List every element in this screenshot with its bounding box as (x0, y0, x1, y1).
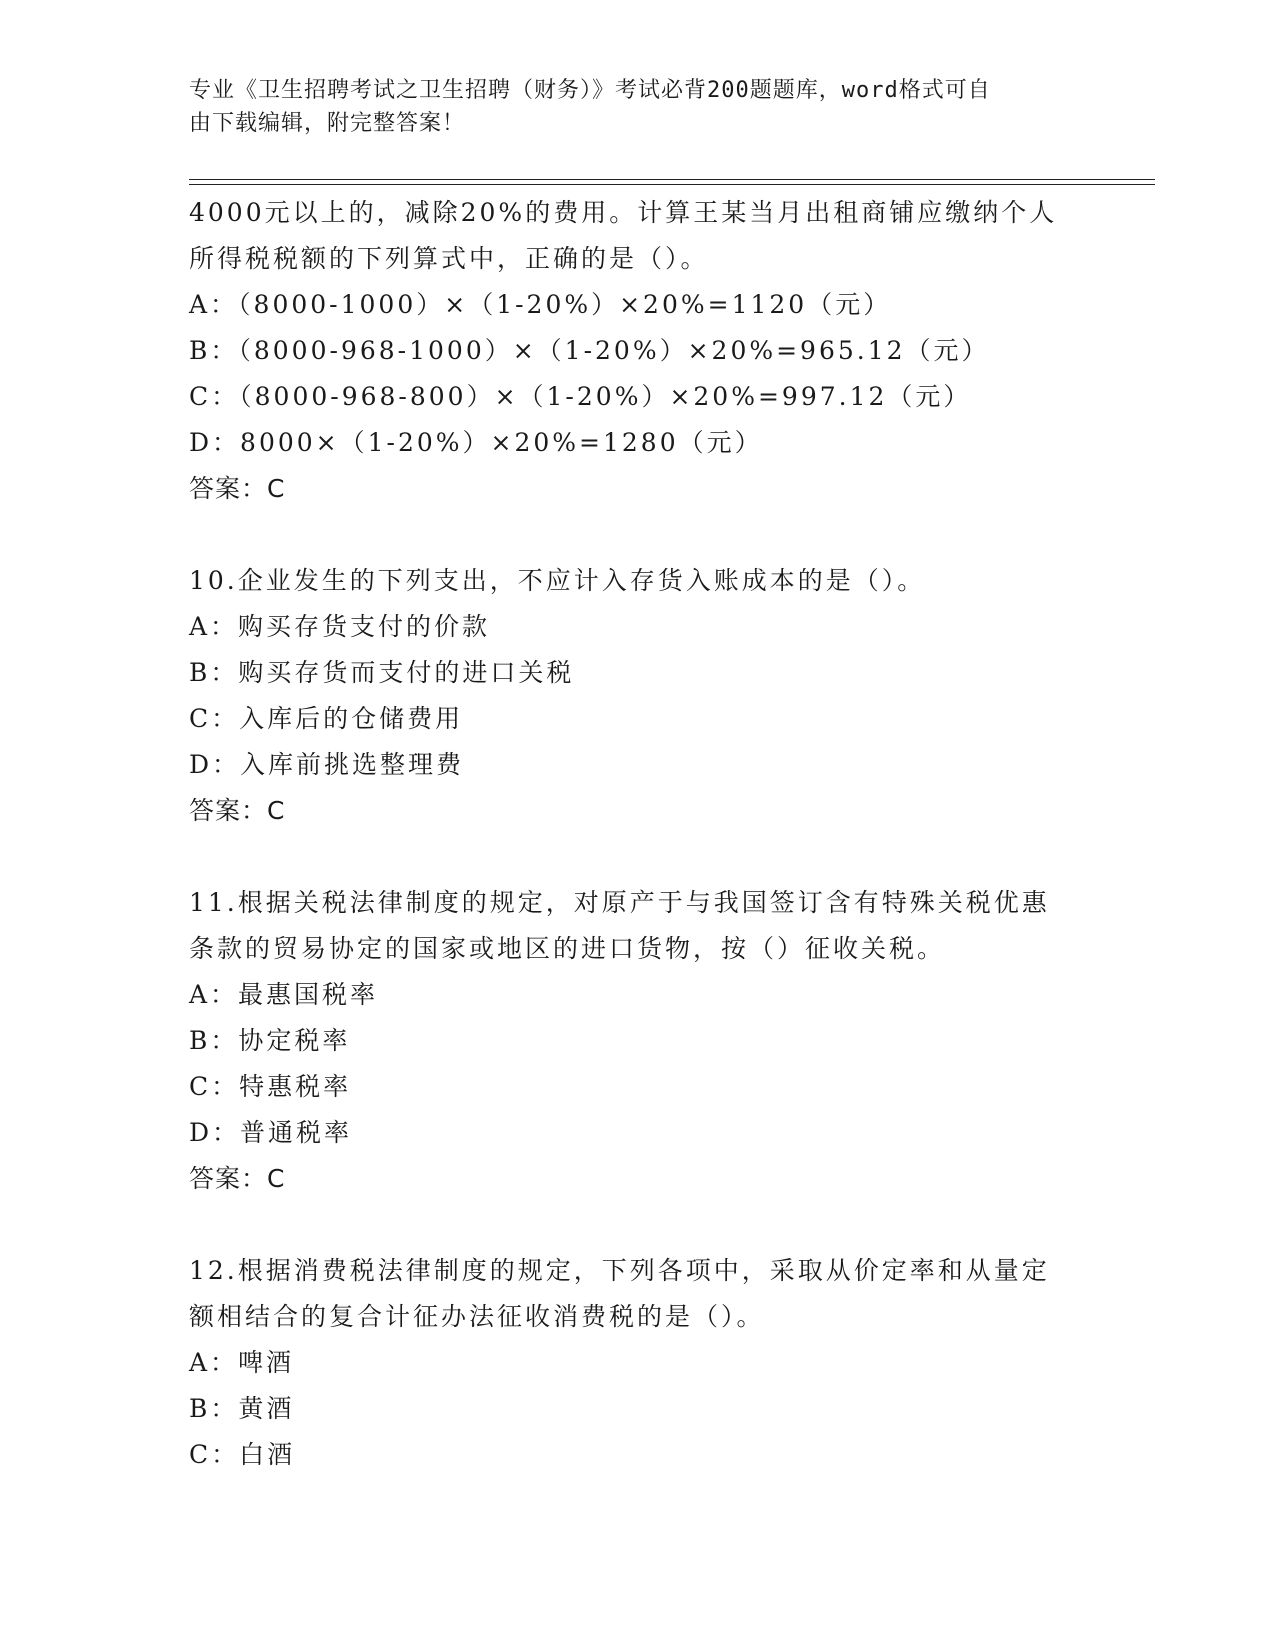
option-a: A：（8000-1000）×（1-20%）×20%=1120（元） (189, 290, 892, 319)
question-stem: 额相结合的复合计征办法征收消费税的是（）。 (189, 1302, 765, 1331)
option-c: C：白酒 (189, 1440, 296, 1469)
spacer (189, 1202, 1089, 1248)
question-9 (189, 190, 1089, 512)
question-list (189, 190, 1089, 1478)
option-c: C：（8000-968-800）×（1-20%）×20%=997.12（元） (189, 382, 972, 411)
option-b: B：（8000-968-1000）×（1-20%）×20%=965.12（元） (189, 336, 990, 365)
spacer (189, 512, 1089, 558)
question-10 (189, 558, 1089, 834)
question-stem: 4000元以上的，减除20%的费用。计算王某当月出租商铺应缴纳个人 (189, 198, 1058, 227)
option-d: D：普通税率 (189, 1118, 353, 1147)
question-11 (189, 880, 1089, 1202)
question-stem: 10.企业发生的下列支出，不应计入存货入账成本的是（）。 (189, 566, 926, 595)
answer: 答案：C (189, 1164, 286, 1193)
option-d: D：8000×（1-20%）×20%=1280（元） (189, 428, 763, 457)
option-b: B：协定税率 (189, 1026, 351, 1055)
option-b: B：购买存货而支付的进口关税 (189, 658, 575, 687)
option-a: A：啤酒 (189, 1348, 295, 1377)
question-stem: 11.根据关税法律制度的规定，对原产于与我国签订含有特殊关税优惠 (189, 888, 1050, 917)
spacer (189, 834, 1089, 880)
option-c: C：特惠税率 (189, 1072, 352, 1101)
option-a: A：最惠国税率 (189, 980, 379, 1009)
option-c: C：入库后的仓储费用 (189, 704, 464, 733)
header-divider-bottom (189, 184, 1155, 185)
option-d: D：入库前挑选整理费 (189, 750, 465, 779)
header-line-2: 由下载编辑，附完整答案！ (189, 111, 466, 136)
question-stem: 12.根据消费税法律制度的规定，下列各项中，采取从价定率和从量定 (189, 1256, 1050, 1285)
question-stem: 所得税税额的下列算式中，正确的是（）。 (189, 244, 709, 273)
document-header (189, 74, 1069, 140)
header-divider-top (189, 179, 1155, 180)
answer: 答案：C (189, 796, 286, 825)
answer: 答案：C (189, 474, 286, 503)
option-b: B：黄酒 (189, 1394, 295, 1423)
header-line-1: 专业《卫生招聘考试之卫生招聘（财务）》考试必背200题题库，word格式可自 (189, 78, 991, 103)
option-a: A：购买存货支付的价款 (189, 612, 491, 641)
question-stem: 条款的贸易协定的国家或地区的进口货物，按（）征收关税。 (189, 934, 946, 963)
question-12 (189, 1248, 1089, 1478)
